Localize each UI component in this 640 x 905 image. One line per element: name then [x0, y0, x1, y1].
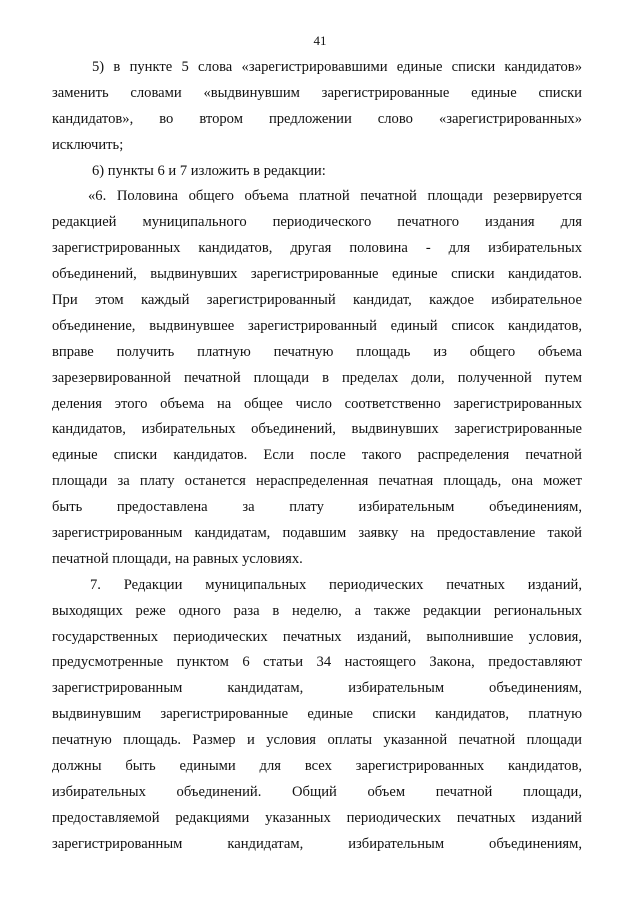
- text-line: исключить;: [52, 136, 124, 153]
- text-line: При этом каждый зарегистрированный кандидат, каждое избирательное: [52, 292, 582, 309]
- text-line: зарезервированной печатной площади в пределах доли, полученной путем: [52, 369, 582, 386]
- text-line: вправе получить платную печатную площадь из общего объема: [52, 343, 582, 360]
- document-body: [52, 55, 582, 858]
- text-line: площади за плату останется нераспределенная печатная площадь, она может: [52, 473, 582, 490]
- text-line: зарегистрированных кандидатов, другая половина - для избирательных: [52, 240, 582, 257]
- text-line: объединений, выдвинувших зарегистрированные единые списки кандидатов.: [52, 266, 582, 283]
- text-line: государственных периодических печатных изданий, выполнившие условия,: [52, 628, 582, 645]
- text-line: единые списки кандидатов. Если после такого распределения печатной: [52, 447, 582, 464]
- text-line: зарегистрированным кандидатам, избирательным объединениям,: [52, 680, 582, 697]
- text-line: печатную площадь. Размер и условия оплаты указанной печатной площади: [52, 732, 582, 749]
- page-number: 41: [313, 33, 327, 48]
- text-line: должны быть едиными для всех зарегистрированных кандидатов,: [52, 758, 582, 775]
- text-line: «6. Половина общего объема платной печатной площади резервируется: [88, 188, 582, 205]
- text-line: кандидатов, избирательных объединений, выдвинувших зарегистрированные: [52, 421, 582, 438]
- text-line: деления этого объема на общее число соответственно зарегистрированных: [52, 395, 582, 412]
- text-line: предусмотренные пунктом 6 статьи 34 настоящего Закона, предоставляют: [52, 654, 582, 671]
- text-line: 5) в пункте 5 слова «зарегистрировавшими единые списки кандидатов»: [92, 59, 582, 75]
- text-line: предоставляемой редакциями указанных периодических печатных изданий: [52, 809, 582, 826]
- text-line: 7. Редакции муниципальных периодических печатных изданий,: [90, 576, 582, 593]
- text-line: объединение, выдвинувшее зарегистрированный единый список кандидатов,: [52, 317, 582, 334]
- text-line: зарегистрированным кандидатам, избирательным объединениям,: [52, 835, 582, 852]
- text-line: выдвинувшим зарегистрированные единые списки кандидатов, платную: [52, 706, 582, 723]
- text-line: заменить словами «выдвинувшим зарегистрированные единые списки: [52, 84, 582, 101]
- text-line: быть предоставлена за плату избирательным объединениям,: [52, 499, 582, 516]
- text-line: избирательных объединений. Общий объем печатной площади,: [52, 783, 582, 800]
- text-line: выходящих реже одного раза в неделю, а также редакции региональных: [52, 602, 582, 619]
- text-line: зарегистрированным кандидатам, подавшим заявку на предоставление такой: [52, 525, 582, 542]
- text-line: редакцией муниципального периодического печатного издания для: [52, 214, 582, 231]
- text-line: 6) пункты 6 и 7 изложить в редакции:: [92, 162, 326, 179]
- text-line: печатной площади, на равных условиях.: [52, 550, 303, 567]
- text-line: кандидатов», во втором предложении слово «зарегистрированных»: [52, 110, 582, 127]
